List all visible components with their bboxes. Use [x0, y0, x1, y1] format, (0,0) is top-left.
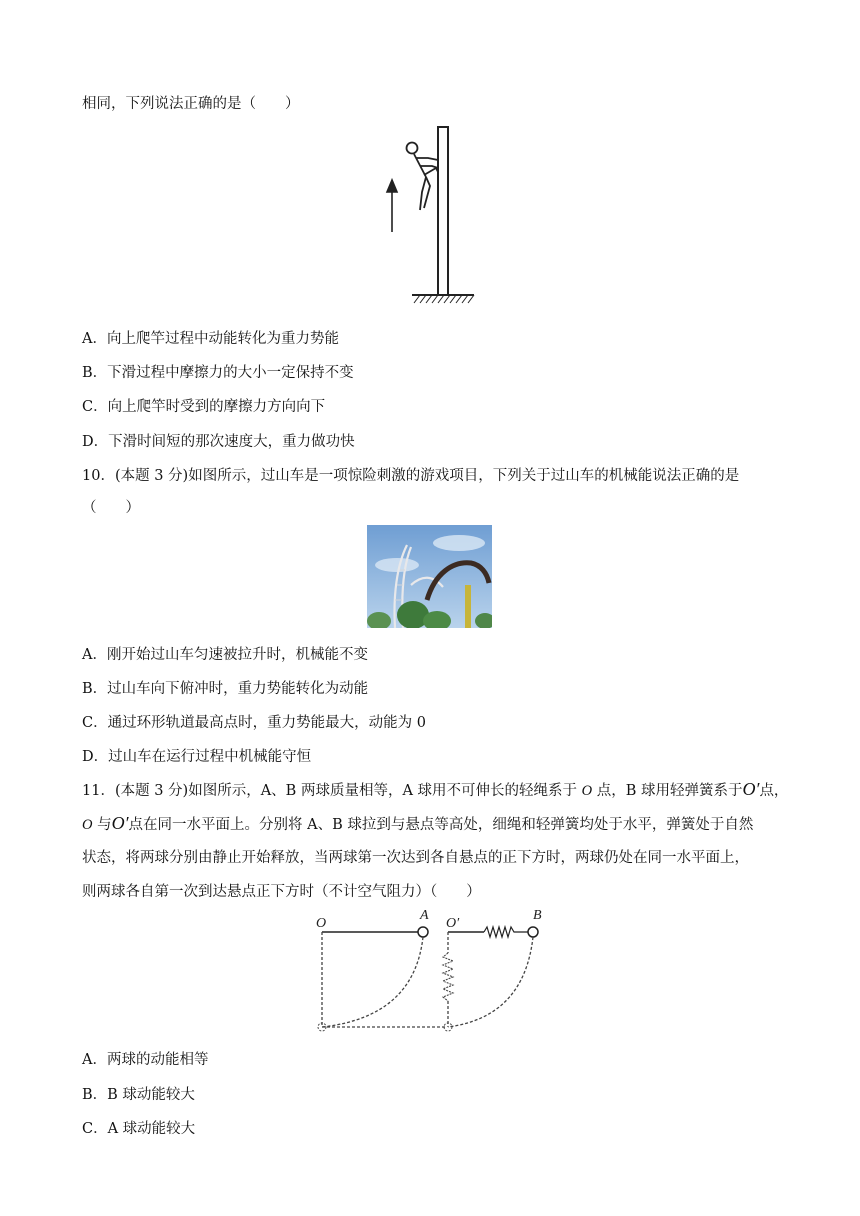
- arc-A: [322, 937, 423, 1027]
- up-arrow-icon: [387, 180, 397, 232]
- q9-option-a: A．向上爬竿过程中动能转化为重力势能: [82, 331, 339, 347]
- ground-hatching: [414, 295, 474, 303]
- q10-option-b: B．过山车向下俯冲时，重力势能转化为动能: [82, 681, 369, 697]
- q11-stem-line3: 状态，将两球分别由静止开始释放，当两球第一次达到各自悬点的正下方时，两球仍处在同一水平面上，: [82, 850, 749, 866]
- q11-stem-line1: 11．(本题 3 分)如图所示，A、B 两球质量相等，A 球用不可伸长的轻绳系于 O 点，B 球用轻弹簧系于O′点，: [82, 779, 789, 799]
- q9-stem-tail: 相同，下列说法正确的是（ ）: [82, 96, 300, 112]
- roller-coaster-photo: [367, 525, 492, 628]
- q10-option-a: A．刚开始过山车匀速被拉升时，机械能不变: [82, 647, 368, 663]
- q11-option-c: C．A 球动能较大: [82, 1121, 196, 1137]
- q9-option-c: C．向上爬竿时受到的摩擦力方向向下: [82, 399, 326, 415]
- arc-B: [448, 937, 533, 1027]
- q10-option-d: D．过山车在运行过程中机械能守恒: [82, 749, 312, 765]
- q10-stem-line1: 10．(本题 3 分)如图所示，过山车是一项惊险刺激的游戏项目，下列关于过山车的机械能说法正确的是: [82, 468, 740, 484]
- q10-option-c: C．通过环形轨道最高点时，重力势能最大，动能为 0: [82, 715, 426, 731]
- spring-horizontal: [484, 927, 528, 937]
- pendulum-spring-figure: [310, 905, 555, 1037]
- ball-A: [418, 927, 428, 937]
- climber-person: [407, 143, 439, 211]
- q11-option-a: A．两球的动能相等: [82, 1052, 209, 1068]
- label-A: A: [420, 908, 429, 923]
- q9-option-b: B．下滑过程中摩擦力的大小一定保持不变: [82, 365, 354, 381]
- ball-B: [528, 927, 538, 937]
- q10-stem-line2: （ ）: [82, 500, 140, 516]
- q11-stem-line2: O 与O′点在同一水平面上。分别将 A、B 球拉到与悬点等高处，细绳和轻弹簧均处于水平，弹簧处于自然: [82, 813, 754, 833]
- label-O-prime: O′: [446, 916, 460, 931]
- spring-vertical: [443, 953, 453, 1001]
- pole-climber-figure: [380, 122, 480, 312]
- label-B: B: [533, 908, 542, 923]
- q11-option-b: B．B 球动能较大: [82, 1087, 195, 1103]
- q9-option-d: D．下滑时间短的那次速度大，重力做功快: [82, 434, 355, 450]
- label-O: O: [316, 916, 327, 931]
- pole: [438, 127, 448, 295]
- q11-stem-line4: 则两球各自第一次到达悬点正下方时（不计空气阻力）（ ）: [82, 884, 481, 900]
